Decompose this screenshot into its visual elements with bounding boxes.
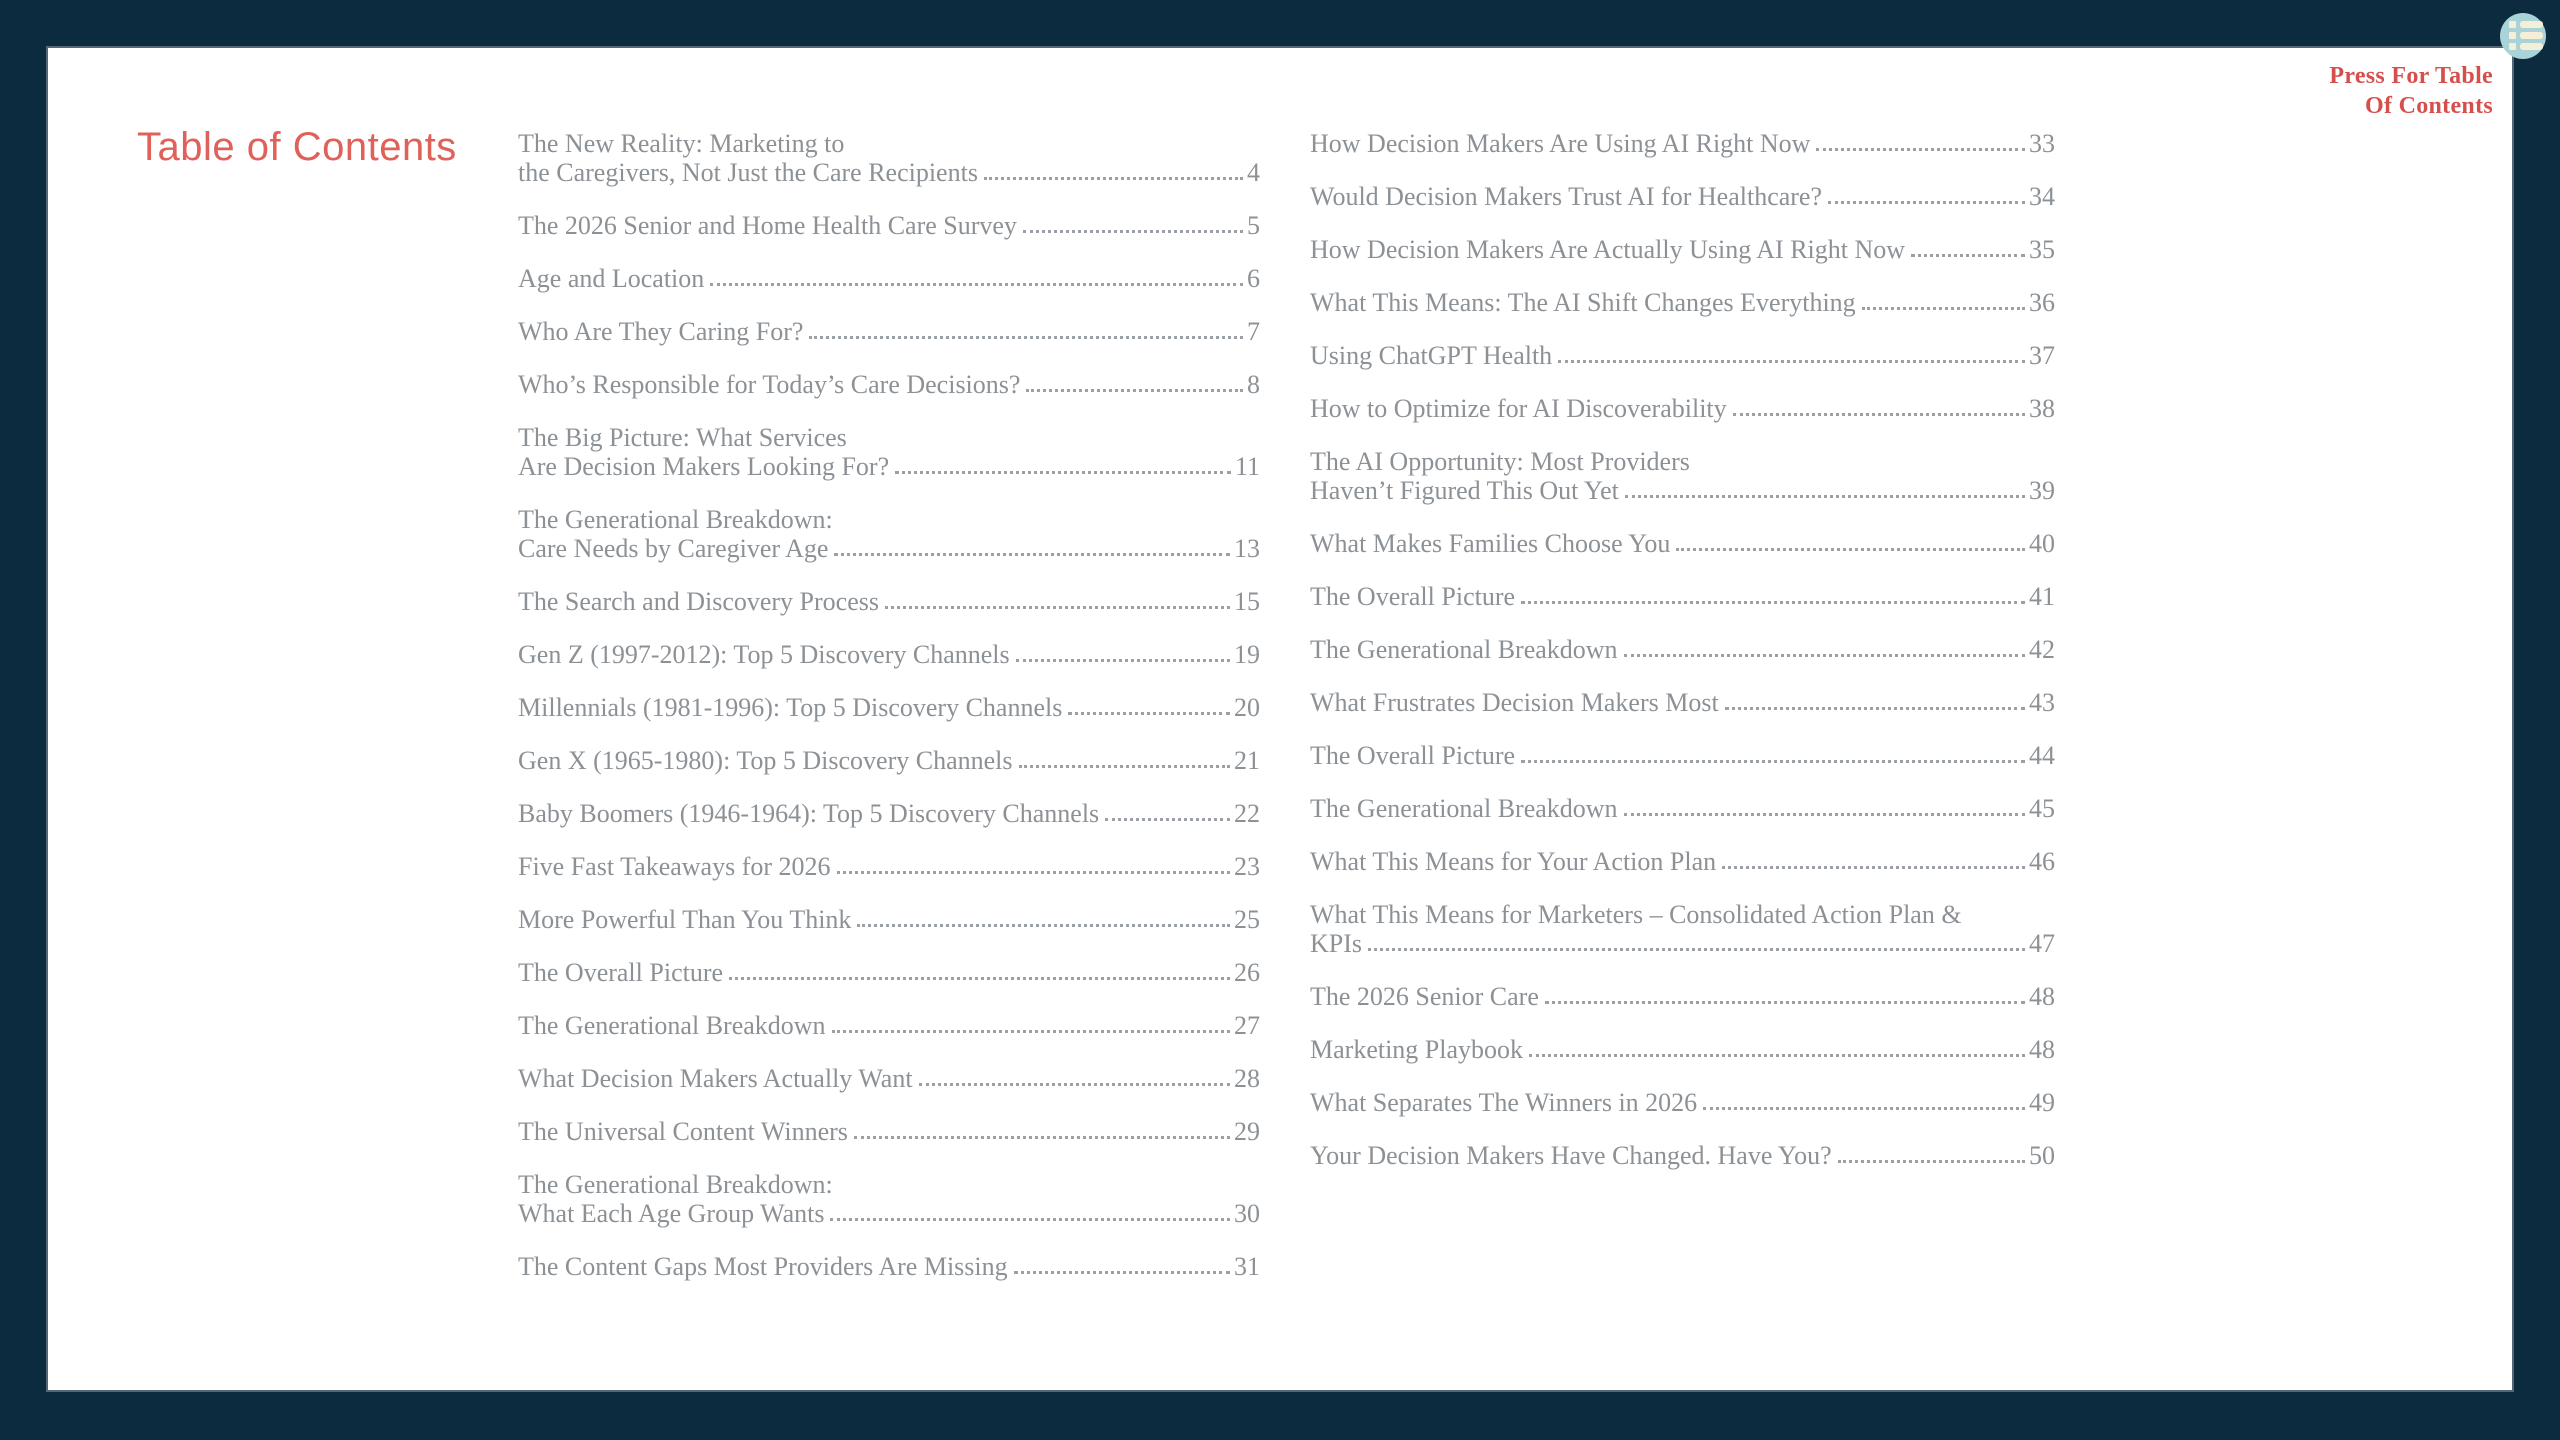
toc-page-number: 34 xyxy=(2029,182,2055,211)
dot-leader xyxy=(1016,659,1230,662)
toc-page-number: 11 xyxy=(1234,452,1260,481)
toc-entry-label: Your Decision Makers Have Changed. Have You? xyxy=(1310,1141,1832,1170)
toc-page-number: 4 xyxy=(1247,158,1260,187)
dot-leader xyxy=(1816,148,2025,151)
toc-column-left xyxy=(518,129,1260,1305)
toc-menu-button[interactable] xyxy=(2500,13,2546,59)
toc-entry-label: KPIs xyxy=(1310,929,1363,958)
toc-page-number: 13 xyxy=(1234,534,1260,563)
toc-page-number: 45 xyxy=(2029,794,2055,823)
toc-entry[interactable] xyxy=(518,852,1260,881)
dot-leader xyxy=(1019,765,1230,768)
toc-entry[interactable] xyxy=(518,1011,1260,1040)
toc-page-number: 22 xyxy=(1234,799,1260,828)
dot-leader xyxy=(1014,1271,1230,1274)
toc-entry[interactable] xyxy=(1310,741,2055,770)
toc-entry-label: How Decision Makers Are Using AI Right Now xyxy=(1310,129,1811,158)
toc-entry-label: How Decision Makers Are Actually Using AI Right Now xyxy=(1310,235,1906,264)
toc-entry-label: Marketing Playbook xyxy=(1310,1035,1524,1064)
toc-entry-label: The Generational Breakdown xyxy=(1310,635,1618,664)
toc-page-number: 6 xyxy=(1247,264,1260,293)
toc-page-number: 42 xyxy=(2029,635,2055,664)
toc-entry[interactable] xyxy=(1310,1141,2055,1170)
toc-entry-label: Using ChatGPT Health xyxy=(1310,341,1553,370)
toc-entry[interactable] xyxy=(518,1117,1260,1146)
toc-page-number: 26 xyxy=(1234,958,1260,987)
toc-entry-label: The New Reality: Marketing to xyxy=(518,129,845,158)
dot-leader xyxy=(1703,1107,2025,1110)
toc-entry-label: Millennials (1981-1996): Top 5 Discovery Channels xyxy=(518,693,1063,722)
toc-entry[interactable] xyxy=(1310,582,2055,611)
toc-entry-label: The Overall Picture xyxy=(518,958,724,987)
dot-leader xyxy=(809,336,1243,339)
toc-page-number: 19 xyxy=(1234,640,1260,669)
document-page xyxy=(48,48,2512,1390)
toc-entry[interactable] xyxy=(518,505,1260,563)
dot-leader xyxy=(1828,201,2025,204)
toc-entry[interactable] xyxy=(1310,341,2055,370)
toc-page-number: 21 xyxy=(1234,746,1260,775)
toc-entry-label: The Generational Breakdown xyxy=(518,1011,826,1040)
dot-leader xyxy=(1624,813,2025,816)
toc-page-number: 46 xyxy=(2029,847,2055,876)
toc-page-number: 41 xyxy=(2029,582,2055,611)
toc-page-number: 33 xyxy=(2029,129,2055,158)
dot-leader xyxy=(984,177,1243,180)
dot-leader xyxy=(1862,307,2025,310)
toc-entry-label: Would Decision Makers Trust AI for Healthcare? xyxy=(1310,182,1823,211)
toc-page-number: 38 xyxy=(2029,394,2055,423)
toc-entry-label: The Generational Breakdown: xyxy=(518,1170,833,1199)
dot-leader xyxy=(1105,818,1230,821)
toc-entry-label: What Separates The Winners in 2026 xyxy=(1310,1088,1698,1117)
toc-entry-label: Are Decision Makers Looking For? xyxy=(518,452,890,481)
dot-leader xyxy=(837,871,1230,874)
dot-leader xyxy=(729,977,1230,980)
toc-entry[interactable] xyxy=(518,693,1260,722)
toc-entry[interactable] xyxy=(1310,1035,2055,1064)
toc-column-right xyxy=(1310,129,2055,1194)
toc-page-number: 15 xyxy=(1234,587,1260,616)
toc-page-number: 43 xyxy=(2029,688,2055,717)
toc-entry[interactable] xyxy=(518,317,1260,346)
toc-entry[interactable] xyxy=(518,640,1260,669)
dot-leader xyxy=(1725,707,2025,710)
toc-entry-label: Who’s Responsible for Today’s Care Decisions? xyxy=(518,370,1021,399)
toc-entry[interactable] xyxy=(518,799,1260,828)
toc-entry-label: How to Optimize for AI Discoverability xyxy=(1310,394,1727,423)
toc-page-number: 35 xyxy=(2029,235,2055,264)
toc-entry[interactable] xyxy=(1310,688,2055,717)
toc-entry-label: Baby Boomers (1946-1964): Top 5 Discovery Channels xyxy=(518,799,1100,828)
toc-entry-label: the Caregivers, Not Just the Care Recipients xyxy=(518,158,978,187)
toc-entry[interactable] xyxy=(1310,129,2055,158)
toc-entry-label: The Overall Picture xyxy=(1310,741,1516,770)
toc-page-number: 44 xyxy=(2029,741,2055,770)
toc-entry-label: The Overall Picture xyxy=(1310,582,1516,611)
toc-entry[interactable] xyxy=(1310,900,2055,958)
toc-entry-label: The 2026 Senior and Home Health Care Survey xyxy=(518,211,1017,240)
toc-entry[interactable] xyxy=(518,1252,1260,1281)
dot-leader xyxy=(1368,948,2025,951)
dot-leader xyxy=(1529,1054,2025,1057)
dot-leader xyxy=(1911,254,2025,257)
toc-page-number: 25 xyxy=(1234,905,1260,934)
toc-page-number: 39 xyxy=(2029,476,2055,505)
toc-page-number: 29 xyxy=(1234,1117,1260,1146)
toc-entry-label: The 2026 Senior Care xyxy=(1310,982,1539,1011)
toc-entry[interactable] xyxy=(1310,1088,2055,1117)
toc-entry-label: What This Means for Marketers – Consolidated Action Plan & xyxy=(1310,900,1962,929)
toc-entry[interactable] xyxy=(1310,982,2055,1011)
toc-entry[interactable] xyxy=(518,1064,1260,1093)
dot-leader xyxy=(1521,760,2025,763)
toc-entry-label: The Generational Breakdown xyxy=(1310,794,1618,823)
dot-leader xyxy=(1733,413,2025,416)
toc-entry[interactable] xyxy=(518,958,1260,987)
toc-entry[interactable] xyxy=(1310,847,2055,876)
toc-page-number: 8 xyxy=(1247,370,1260,399)
toc-page-number: 48 xyxy=(2029,1035,2055,1064)
press-for-toc-button[interactable] xyxy=(2329,61,2493,121)
toc-page-number: 30 xyxy=(1234,1199,1260,1228)
page-title: Table of Contents xyxy=(137,125,457,169)
toc-entry[interactable] xyxy=(518,264,1260,293)
toc-entry-label: Haven’t Figured This Out Yet xyxy=(1310,476,1619,505)
dot-leader xyxy=(1545,1001,2025,1004)
dot-leader xyxy=(1023,230,1243,233)
toc-page-number: 28 xyxy=(1234,1064,1260,1093)
toc-entry-label: Gen Z (1997-2012): Top 5 Discovery Channels xyxy=(518,640,1010,669)
toc-entry-label: What Makes Families Choose You xyxy=(1310,529,1671,558)
toc-entry[interactable] xyxy=(518,370,1260,399)
toc-entry-label: Who Are They Caring For? xyxy=(518,317,804,346)
toc-page-number: 49 xyxy=(2029,1088,2055,1117)
dot-leader xyxy=(710,283,1243,286)
toc-entry[interactable] xyxy=(518,211,1260,240)
toc-entry[interactable] xyxy=(1310,447,2055,505)
dot-leader xyxy=(1558,360,2025,363)
dot-leader xyxy=(857,924,1230,927)
toc-page-number: 27 xyxy=(1234,1011,1260,1040)
toc-entry-label: Five Fast Takeaways for 2026 xyxy=(518,852,831,881)
press-for-toc-line1: Press For Table xyxy=(2329,63,2493,89)
toc-page-number: 40 xyxy=(2029,529,2055,558)
toc-entry[interactable] xyxy=(1310,394,2055,423)
dot-leader xyxy=(1722,866,2025,869)
toc-entry[interactable] xyxy=(518,129,1260,187)
toc-page-number: 37 xyxy=(2029,341,2055,370)
toc-page-number: 36 xyxy=(2029,288,2055,317)
toc-page-number: 7 xyxy=(1247,317,1260,346)
toc-page-number: 5 xyxy=(1247,211,1260,240)
dot-leader xyxy=(885,606,1230,609)
toc-entry-label: What This Means: The AI Shift Changes Everything xyxy=(1310,288,1856,317)
toc-entry[interactable] xyxy=(1310,635,2055,664)
dot-leader xyxy=(834,553,1230,556)
dot-leader xyxy=(1676,548,2025,551)
toc-entry[interactable] xyxy=(1310,794,2055,823)
toc-entry-label: Age and Location xyxy=(518,264,705,293)
toc-page-number: 23 xyxy=(1234,852,1260,881)
toc-entry[interactable] xyxy=(518,746,1260,775)
toc-entry[interactable] xyxy=(518,587,1260,616)
toc-entry-label: More Powerful Than You Think xyxy=(518,905,852,934)
toc-entry-label: The Content Gaps Most Providers Are Missing xyxy=(518,1252,1008,1281)
toc-entry-label: The Big Picture: What Services xyxy=(518,423,847,452)
toc-entry[interactable] xyxy=(1310,182,2055,211)
toc-page-number: 50 xyxy=(2029,1141,2055,1170)
toc-entry[interactable] xyxy=(1310,529,2055,558)
toc-entry-label: What This Means for Your Action Plan xyxy=(1310,847,1717,876)
toc-entry-label: Gen X (1965-1980): Top 5 Discovery Channels xyxy=(518,746,1013,775)
dot-leader xyxy=(830,1218,1230,1221)
toc-page-number: 20 xyxy=(1234,693,1260,722)
toc-entry[interactable] xyxy=(518,1170,1260,1228)
toc-page-number: 31 xyxy=(1234,1252,1260,1281)
toc-entry-label: The Search and Discovery Process xyxy=(518,587,879,616)
dot-leader xyxy=(1026,389,1243,392)
dot-leader xyxy=(1068,712,1230,715)
press-for-toc-line2: Of Contents xyxy=(2365,93,2493,119)
toc-entry[interactable] xyxy=(1310,235,2055,264)
dot-leader xyxy=(854,1136,1230,1139)
toc-entry-label: What Decision Makers Actually Want xyxy=(518,1064,913,1093)
toc-entry-label: Care Needs by Caregiver Age xyxy=(518,534,829,563)
toc-entry[interactable] xyxy=(518,423,1260,481)
toc-entry-label: The Generational Breakdown: xyxy=(518,505,833,534)
toc-page-number: 47 xyxy=(2029,929,2055,958)
toc-entry-label: What Each Age Group Wants xyxy=(518,1199,825,1228)
dot-leader xyxy=(1624,654,2025,657)
toc-entry[interactable] xyxy=(518,905,1260,934)
toc-entry-label: The AI Opportunity: Most Providers xyxy=(1310,447,1690,476)
toc-entry-label: The Universal Content Winners xyxy=(518,1117,848,1146)
dot-leader xyxy=(919,1083,1230,1086)
toc-entry-label: What Frustrates Decision Makers Most xyxy=(1310,688,1719,717)
dot-leader xyxy=(895,471,1231,474)
dot-leader xyxy=(1521,601,2025,604)
toc-page-number: 48 xyxy=(2029,982,2055,1011)
dot-leader xyxy=(1625,495,2025,498)
toc-entry[interactable] xyxy=(1310,288,2055,317)
dot-leader xyxy=(832,1030,1230,1033)
dot-leader xyxy=(1838,1160,2025,1163)
list-icon xyxy=(2500,13,2546,50)
